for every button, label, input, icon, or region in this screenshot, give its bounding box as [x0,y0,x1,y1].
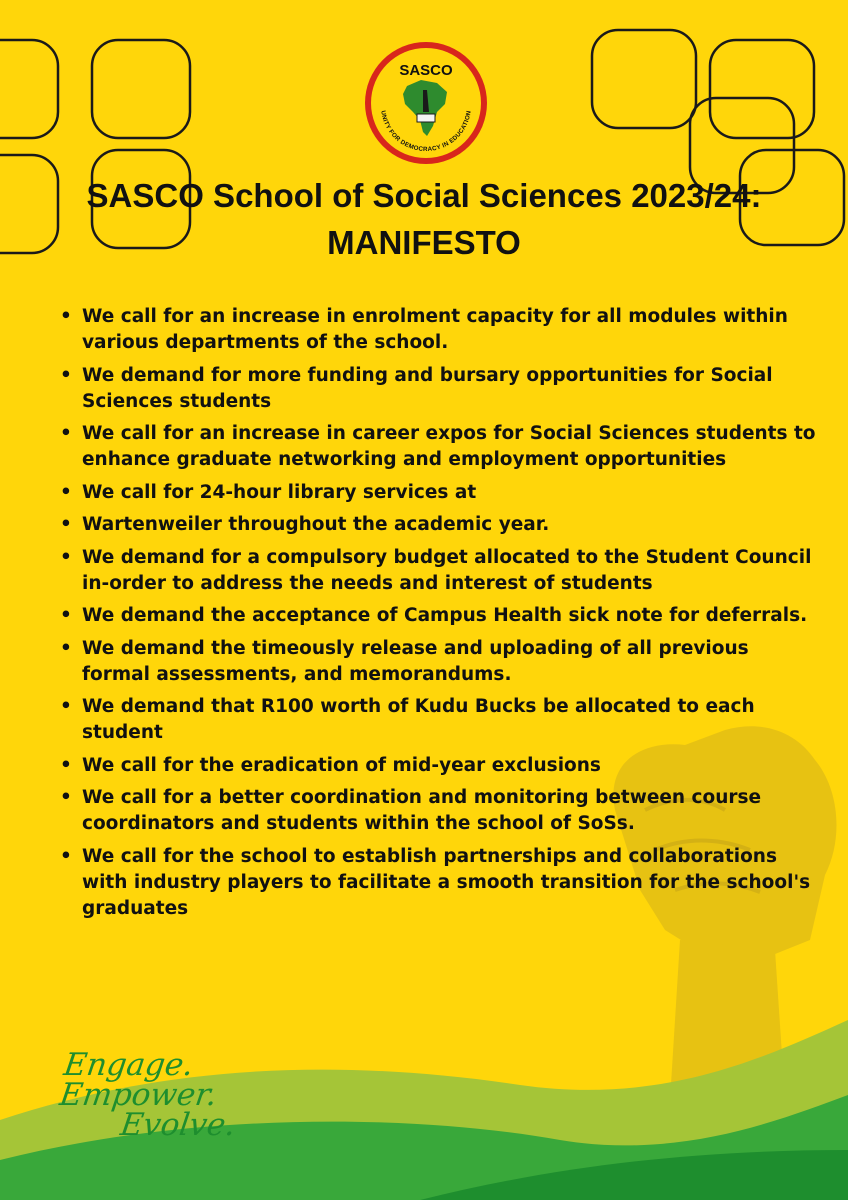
book-icon [417,114,435,122]
list-item: • We call for the eradication of mid-year exclusions [60,753,820,779]
manifesto-list [60,304,820,928]
list-item: • We demand the timeously release and uploading of all previous formal assessments, and memorandums. [60,636,820,688]
sasco-logo [363,40,489,166]
list-item: • We demand the acceptance of Campus Health sick note for deferrals. [60,603,820,629]
slogan-line-2: Evolve. [118,1107,238,1143]
slogan-line-1: Engage. Empower. [57,1047,220,1113]
list-item: • We call for 24-hour library services at [60,480,820,506]
list-item: • We call for an increase in enrolment capacity for all modules within various departments of the school. [60,304,820,356]
title-line-2: MANIFESTO [327,224,521,261]
title-line-1: SASCO School of Social Sciences 2023/24: [86,177,762,214]
list-item: • We demand that R100 worth of Kudu Bucks be allocated to each student [60,694,820,746]
logo-motto: UNITY FOR DEMOCRACY IN EDUCATION [379,110,473,154]
list-item: • We call for a better coordination and monitoring between course coordinators and students within the school of SoSs. [60,785,820,837]
deco-square-tr-1 [592,30,696,128]
list-item: • We call for an increase in career expos for Social Sciences students to enhance graduate networking and employment opportunities [60,421,820,473]
page-title [0,172,848,266]
list-item: • Wartenweiler throughout the academic year. [60,512,820,538]
logo-name: SASCO [399,62,453,79]
list-item: • We demand for a compulsory budget allocated to the Student Council in-order to address the needs and interest of students [60,545,820,597]
slogan [54,1047,347,1143]
list-item: • We call for the school to establish partnerships and collaborations with industry players to facilitate a smooth transition for the school's graduates [60,844,820,922]
deco-square-tr-2 [710,40,814,138]
list-item: • We demand for more funding and bursary opportunities for Social Sciences students [60,363,820,415]
deco-square-tl-1 [0,40,58,138]
deco-square-tl-2 [92,40,190,138]
